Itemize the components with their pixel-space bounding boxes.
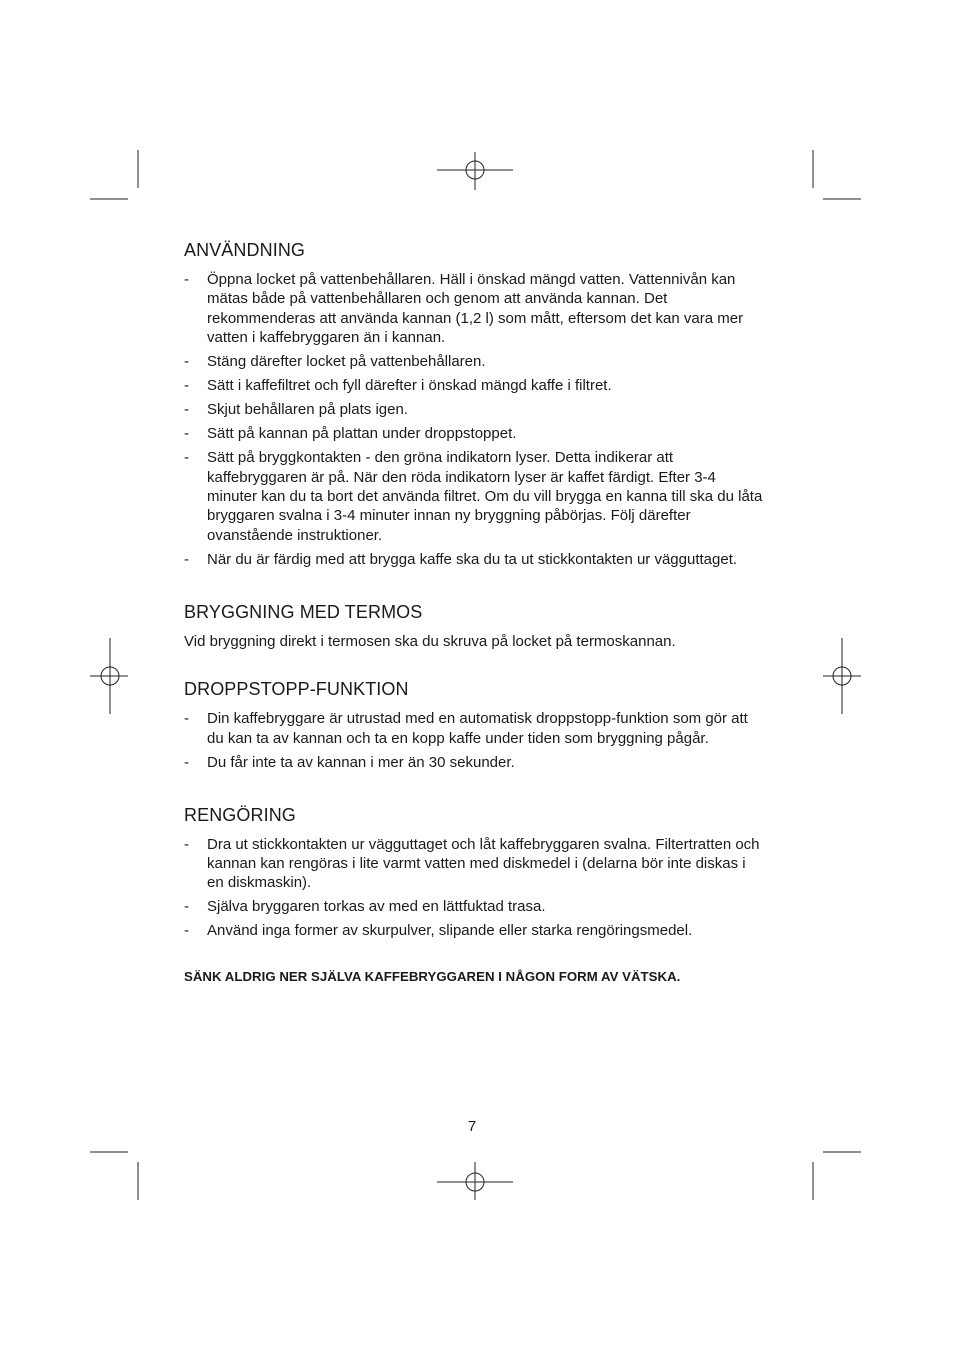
spacer xyxy=(184,574,764,602)
spacer xyxy=(184,777,764,805)
section-heading-usage: ANVÄNDNING xyxy=(184,240,306,260)
registration-target-right xyxy=(823,638,861,714)
spacer xyxy=(184,945,764,969)
list-item: - När du är färdig med att brygga kaffe ska du ta ut stickkontakten ur vägguttaget. xyxy=(184,550,764,569)
thermos-text: Vid bryggning direkt i termosen ska du skruva på locket på termoskannan. xyxy=(184,632,676,650)
section-heading-cleaning: RENGÖRING xyxy=(184,804,296,825)
section-cleaning xyxy=(184,805,764,941)
list-item: - Använd inga former av skurpulver, slipande eller starka rengöringsmedel. xyxy=(184,921,764,940)
section-heading-drip-stop: DROPPSTOPP-FUNKTION xyxy=(184,679,409,700)
list-item: - Själva bryggaren torkas av med en lättfuktad trasa. xyxy=(184,897,764,916)
spacer xyxy=(184,651,764,679)
list-item: - Öppna locket på vattenbehållaren. Häll i önskad mängd vatten. Vattennivån kan mätas både på vattenbehållaren och genom att använda kannan. Det rekommenderas att använda kannan (1,2 l) som mått, eftersom det kan vara mer vatten i kaffebryggaren än i kannan. xyxy=(184,270,764,348)
list-item: - Du får inte ta av kannan i mer än 30 sekunder. xyxy=(184,753,764,772)
cleaning-list xyxy=(184,835,764,941)
list-item: - Din kaffebryggare är utrustad med en automatisk droppstopp-funktion som gör att du kan ta av kannan och ta en kopp kaffe under tiden som bryggning pågår. xyxy=(184,709,764,748)
usage-list xyxy=(184,270,764,569)
list-item: - Dra ut stickkontakten ur vägguttaget och låt kaffebryggaren svalna. Filtertratten och kannan kan rengöras i lite varmt vatten med diskmedel i (delarna bör inte diskas i en diskmaskin). xyxy=(184,835,764,893)
list-item: - Sätt på bryggkontakten - den gröna indikatorn lyser. Detta indikerar att kaffebryggaren är på. När den röda indikatorn lyser är kaffet färdigt. Efter 3-4 minuter kan du ta bort det använda filtret. Om du vill brygga en kanna till ska du låta bryggaren svalna i 3-4 minuter innan ny bryggning påbörjas. Följ därefter ovanstående instruktioner. xyxy=(184,448,764,545)
section-thermos xyxy=(184,602,764,651)
list-item: - Skjut behållaren på plats igen. xyxy=(184,400,764,419)
registration-target-bottom xyxy=(437,1162,513,1200)
registration-target-left xyxy=(90,638,128,714)
registration-target-top xyxy=(437,152,513,190)
section-usage xyxy=(184,240,764,569)
list-item: - Stäng därefter locket på vattenbehållaren. xyxy=(184,352,764,371)
section-drip-stop xyxy=(184,679,764,772)
drip-stop-list xyxy=(184,709,764,772)
page-content xyxy=(184,240,764,984)
list-item: - Sätt på kannan på plattan under droppstoppet. xyxy=(184,424,764,443)
warning-text: SÄNK ALDRIG NER SJÄLVA KAFFEBRYGGAREN I NÅGON FORM AV VÄTSKA. xyxy=(184,969,681,985)
section-heading-thermos: BRYGGNING MED TERMOS xyxy=(184,601,423,622)
list-item: - Sätt i kaffefiltret och fyll därefter i önskad mängd kaffe i filtret. xyxy=(184,376,764,395)
page-number: 7 xyxy=(467,1118,477,1135)
